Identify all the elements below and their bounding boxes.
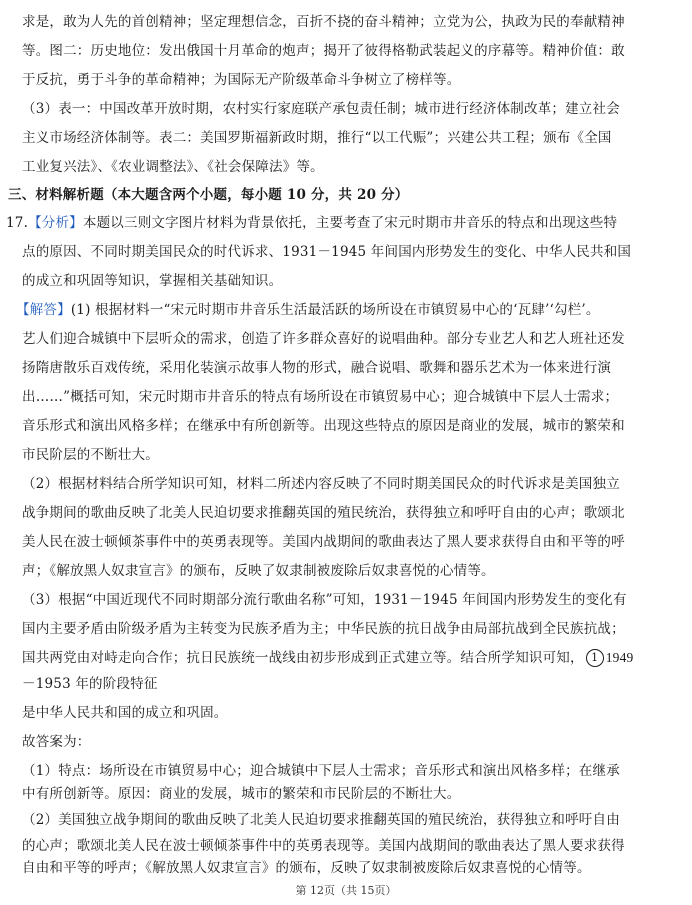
text-line: 扬隋唐散乐百戏传统，采用化装演示故事人物的形式，融合说唱、歌舞和器乐艺术为一体来进行演 — [22, 360, 612, 376]
text-line: 美人民在波士顿倾茶事件中的英勇表现等。美国内战期间的歌曲表达了黑人要求获得自由和平等的呼 — [22, 534, 625, 550]
text-line: 求是，敢为人先的首创精神；坚定理想信念，百折不挠的奋斗精神；立党为公，执政为民的奉献精神 — [22, 14, 625, 30]
text-line: （2）美国独立战争期间的歌曲反映了北美人民迫切要求推翻英国的殖民统治，获得独立和呼吁自由 — [22, 812, 620, 828]
text-line: 中有所创新等。原因：商业的发展，城市的繁荣和市民阶层的不断壮大。 — [22, 786, 461, 802]
label-tag: 【解答】 — [16, 302, 71, 318]
text-line: 的成立和巩固等知识，掌握相关基础知识。 — [22, 273, 283, 289]
text-line: 等。图二：历史地位：发出俄国十月革命的炮声；揭开了彼得格勒武装起义的序幕等。精神价值：敢 — [22, 43, 625, 59]
text-line: 战争期间的歌曲反映了北美人民迫切要求推翻英国的殖民统治，获得独立和呼吁自由的心声；歌颂北 — [22, 505, 625, 521]
text-line: 出……”概括可知，宋元时期市井音乐的特点有场所设在市镇贸易中心；迎合城镇中下层人士需求； — [22, 389, 619, 405]
page-footer: 第 12页（共 15页） — [295, 884, 397, 897]
analysis-text: 17.【分析】本题以三则文字图片材料为背景依托，主要考查了宋元时期市井音乐的特点和出现这些特 — [6, 215, 618, 231]
text-line: －1953 年的阶段特征 — [22, 676, 158, 692]
circled-number-marker: 1 — [586, 649, 604, 667]
marker-line — [22, 648, 672, 668]
year-text: 1949 — [605, 650, 634, 665]
text-line: （2）根据材料结合所学知识可知，材料二所述内容反映了不同时期美国民众的时代诉求是美国独立 — [22, 476, 620, 492]
section-heading: 三、材料解析题（本大题含两个小题，每小题 10 分，共 20 分） — [8, 187, 409, 203]
text-line: （3）根据“中国近现代不同时期部分流行歌曲名称”可知，1931－1945 年间国内形势发生的变化有 — [22, 592, 627, 608]
analysis-line — [6, 213, 656, 233]
text-line: （3）表一：中国改革开放时期，农村实行家庭联产承包责任制；城市进行经济体制改革；建立社会 — [22, 101, 620, 117]
text-line: 故答案为： — [22, 734, 91, 750]
text-line: 自由和平等的呼声；《解放黑人奴隶宣言》的颁布，反映了奴隶制被废除后奴隶喜悦的心情等。 — [22, 860, 591, 876]
text-line: 声；《解放黑人奴隶宣言》的颁布，反映了奴隶制被废除后奴隶喜悦的心情等。 — [22, 563, 495, 579]
text-line: 工业复兴法》、《农业调整法》、《社会保障法》等。 — [22, 159, 324, 175]
label-tag: 【分析】 — [28, 215, 83, 231]
text-segment: 国共两党由对峙走向合作；抗日民族统一战线由初步形成到正式建立等。结合所学知识可知， — [22, 650, 584, 666]
text-line: 是中华人民共和国的成立和巩固。 — [22, 705, 228, 721]
text-line: 于反抗，勇于斗争的革命精神；为国际无产阶级革命斗争树立了榜样等。 — [22, 72, 461, 88]
text-line: 主义市场经济体制等。表二：美国罗斯福新政时期，推行“以工代赈”；兴建公共工程；颁布《全国 — [22, 130, 612, 146]
text-line: 艺人们迎合城镇中下层听众的需求，创造了许多群众喜好的说唱曲种。部分专业艺人和艺人班社还发 — [22, 331, 625, 347]
text-line: （1）特点：场所设在市镇贸易中心；迎合城镇中下层人士需求；音乐形式和演出风格多样；在继承 — [22, 763, 620, 779]
text-line: 市民阶层的不断壮大。 — [22, 447, 159, 463]
answer-line: 【解答】(1) 根据材料一“宋元时期市井音乐生活最活跃的场所设在市镇贸易中心的‘瓦肆’‘勾栏’。 — [16, 302, 600, 318]
text-line: 点的原因、不同时期美国民众的时代诉求、1931－1945 年间国内形势发生的变化、中华人民共和国 — [22, 244, 632, 260]
text-line: 音乐形式和演出风格多样；在继承中有所创新等。出现这些特点的原因是商业的发展，城市的繁荣和 — [22, 418, 625, 434]
text-line: 国内主要矛盾由阶级矛盾为主转变为民族矛盾为主；中华民族的抗日战争由局部抗战到全民族抗战； — [22, 621, 625, 637]
text-line: 的心声；歌颂北美人民在波士顿倾茶事件中的英勇表现等。美国内战期间的歌曲表达了黑人要求获得 — [22, 838, 625, 854]
